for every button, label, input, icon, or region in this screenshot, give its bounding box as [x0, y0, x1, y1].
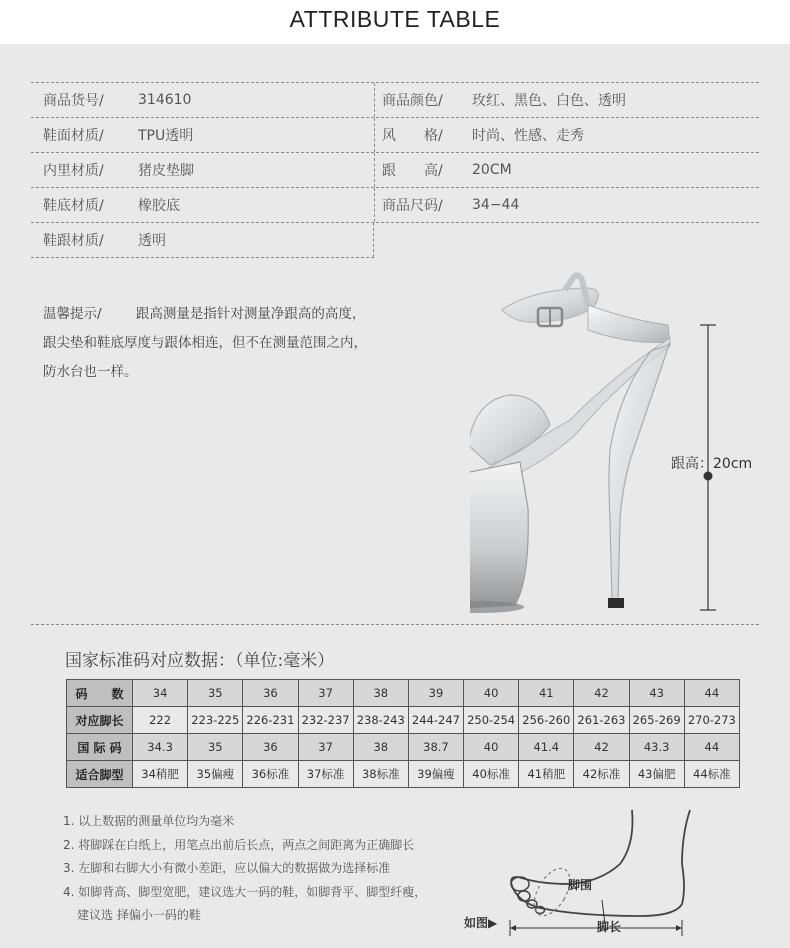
attribute-label: 鞋跟材质/	[43, 233, 104, 249]
attribute-label: 商品尺码/	[382, 198, 443, 214]
attribute-value: 猪皮垫脚	[138, 163, 194, 179]
tips-line-1: 跟高测量是指针对测量净跟高的高度，	[135, 306, 366, 322]
table-cell: 41	[519, 680, 574, 707]
table-cell: 34.3	[133, 734, 188, 761]
table-cell: 44	[684, 734, 739, 761]
note-item: 3. 左脚和右脚大小有微小差距，应以偏大的数据做为选择标准	[63, 861, 391, 875]
table-cell: 43	[629, 680, 684, 707]
tips-line-3: 防水台也一样。	[43, 364, 138, 380]
attribute-cell-right	[375, 83, 759, 117]
table-cell: 36	[243, 734, 298, 761]
page-header	[0, 0, 790, 44]
attribute-value: 314610	[138, 92, 192, 108]
foot-girth-label: 脚围	[568, 878, 593, 892]
table-cell: 223-225	[188, 707, 243, 734]
table-cell: 222	[133, 707, 188, 734]
example-label: 如图▶	[464, 916, 498, 930]
table-cell: 42	[574, 680, 629, 707]
table-cell: 36	[243, 680, 298, 707]
tips-line	[43, 300, 433, 329]
attribute-row	[31, 188, 759, 223]
notes-list	[63, 810, 503, 928]
table-cell: 265-269	[629, 707, 684, 734]
row-header: 对应脚长	[67, 707, 133, 734]
attribute-value: 玫红、黑色、白色、透明	[472, 93, 626, 109]
note-item: 建议选 择偏小一码的鞋	[77, 908, 201, 922]
tips-text	[43, 300, 433, 387]
table-cell: 35	[188, 734, 243, 761]
table-cell: 34稍肥	[133, 761, 188, 788]
attribute-row	[31, 153, 759, 188]
table-cell: 261-263	[574, 707, 629, 734]
table-cell: 37	[298, 734, 353, 761]
table-cell: 39偏瘦	[408, 761, 463, 788]
attribute-value: 时尚、性感、走秀	[472, 128, 584, 144]
table-cell: 44	[684, 680, 739, 707]
attribute-label: 风 格/	[382, 128, 443, 144]
attribute-cell-right	[375, 153, 759, 187]
attribute-value: 20CM	[472, 162, 512, 178]
page-title: ATTRIBUTE TABLE	[289, 6, 501, 32]
tips-line-2: 跟尖垫和鞋底厚度与跟体相连，但不在测量范围之内，	[43, 335, 367, 351]
attribute-cell-left	[31, 188, 375, 222]
table-cell: 270-273	[684, 707, 739, 734]
table-cell: 44标准	[684, 761, 739, 788]
size-table	[66, 679, 740, 788]
table-cell: 41稍肥	[519, 761, 574, 788]
row-header: 适合脚型	[67, 761, 133, 788]
attribute-cell-left	[31, 153, 375, 187]
table-row	[67, 707, 740, 734]
attribute-value: TPU透明	[138, 128, 194, 144]
table-cell: 35	[188, 680, 243, 707]
heel-height-label: 跟高：20cm	[671, 456, 753, 472]
table-cell: 34	[133, 680, 188, 707]
table-cell: 38标准	[353, 761, 408, 788]
attribute-label: 鞋面材质/	[43, 128, 104, 144]
table-cell: 40	[464, 680, 519, 707]
table-cell: 256-260	[519, 707, 574, 734]
attribute-label: 鞋底材质/	[43, 198, 104, 214]
table-cell: 232-237	[298, 707, 353, 734]
attribute-table	[31, 82, 759, 258]
attribute-value: 34−44	[472, 197, 520, 213]
table-cell: 36标准	[243, 761, 298, 788]
row-header: 码 数	[67, 680, 133, 707]
table-cell: 40	[464, 734, 519, 761]
table-cell: 37标准	[298, 761, 353, 788]
attribute-cell-right	[375, 118, 759, 152]
size-section-title: 国家标准码对应数据：（单位:毫米）	[65, 651, 335, 671]
note-item: 1. 以上数据的测量单位均为毫米	[63, 814, 235, 828]
table-cell: 38.7	[408, 734, 463, 761]
attribute-row	[31, 118, 759, 153]
table-cell: 250-254	[464, 707, 519, 734]
table-cell: 226-231	[243, 707, 298, 734]
foot-length-label: 脚长	[597, 920, 622, 934]
divider	[31, 624, 759, 625]
attribute-label: 商品颜色/	[382, 93, 443, 109]
table-cell: 41.4	[519, 734, 574, 761]
table-cell: 238-243	[353, 707, 408, 734]
table-cell: 40标准	[464, 761, 519, 788]
tips-label: 温馨提示/	[43, 306, 102, 322]
table-row	[67, 761, 740, 788]
note-item: 2. 将脚踩在白纸上，用笔点出前后长点，两点之间距离为正确脚长	[63, 837, 415, 852]
table-cell: 43偏肥	[629, 761, 684, 788]
table-cell: 39	[408, 680, 463, 707]
table-cell: 35偏瘦	[188, 761, 243, 788]
attribute-row	[31, 83, 759, 118]
attribute-value: 透明	[138, 233, 166, 249]
attribute-cell-left	[31, 83, 375, 117]
table-cell: 38	[353, 734, 408, 761]
attribute-label: 内里材质/	[43, 163, 104, 179]
table-cell: 42标准	[574, 761, 629, 788]
note-item: 4. 如脚背高、脚型宽肥，建议选大一码的鞋，如脚背平、脚型纤瘦，	[63, 884, 427, 899]
attribute-cell-left	[31, 118, 375, 152]
attribute-value: 橡胶底	[138, 198, 180, 214]
table-cell: 244-247	[408, 707, 463, 734]
attribute-cell-left	[31, 223, 374, 257]
attribute-label: 商品货号/	[43, 93, 104, 109]
attribute-cell-right	[375, 188, 759, 222]
attribute-label: 跟 高/	[382, 163, 443, 179]
table-cell: 42	[574, 734, 629, 761]
row-header: 国 际 码	[67, 734, 133, 761]
table-cell: 37	[298, 680, 353, 707]
table-row	[67, 680, 740, 707]
table-cell: 38	[353, 680, 408, 707]
table-cell: 43.3	[629, 734, 684, 761]
table-row	[67, 734, 740, 761]
attribute-row	[31, 223, 374, 258]
